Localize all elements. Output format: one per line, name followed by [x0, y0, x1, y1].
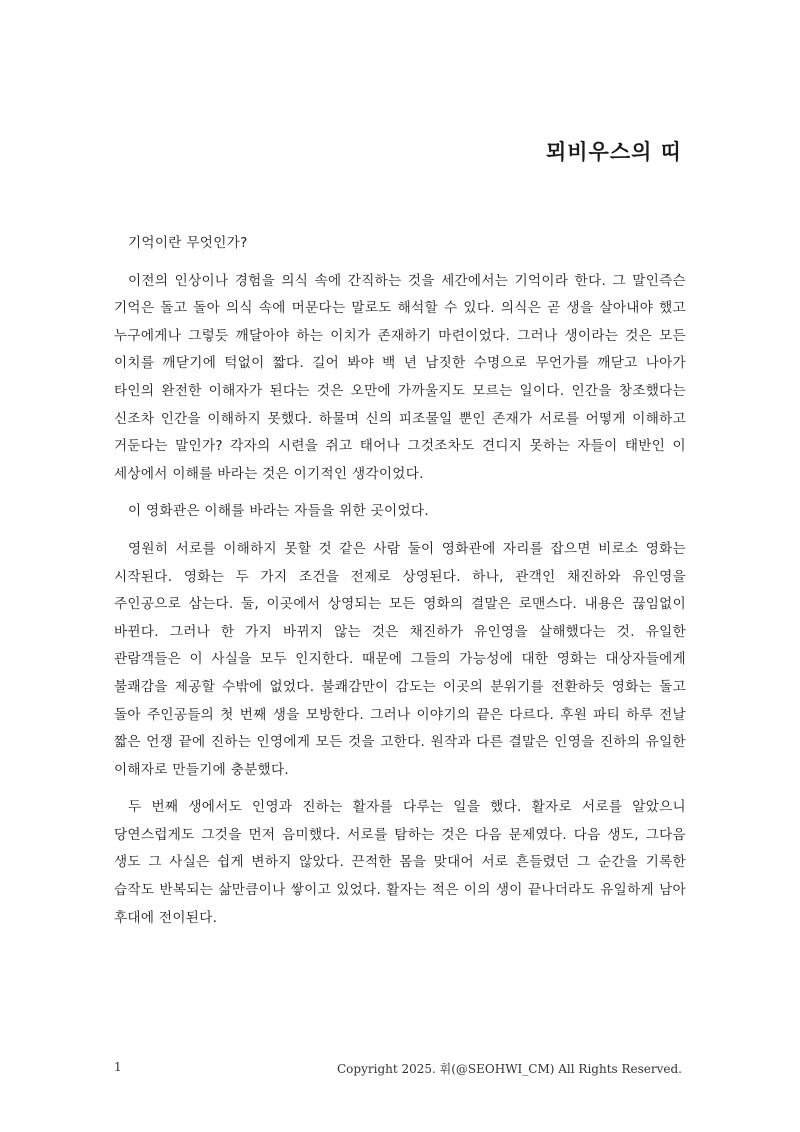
- paragraph: 기억이란 무엇인가?: [128, 235, 248, 251]
- page-title: 뫼비우스의 띠: [545, 140, 682, 164]
- copyright-notice: Copyright 2025. 휘(@SEOHWI_CM) All Rights Reserved.: [337, 1062, 682, 1076]
- paragraph: 두 번째 생에서도 인영과 진하는 활자를 다루는 일을 했다. 활자로 서로를 알았으니 당연스럽게도 그것을 먼저 음미했다. 서로를 탐하는 것은 다음 문제였다. 다음 생도, 그다음 생도 그 사실은 쉽게 변하지 않았다. 끈적한 몸을 맞대어 서로 흔들렸던 그 순간을 기록한 습작도 반복되는 삶만큼이나 쌓이고 있었다. 활자는 적은 이의 생이 끝나더라도 유일하게 남아 후대에 전이된다.: [114, 799, 686, 926]
- paragraph: 영원히 서로를 이해하지 못할 것 같은 사람 둘이 영화관에 자리를 잡으면 비로소 영화는 시작된다. 영화는 두 가지 조건을 전제로 상영된다. 하나, 관객인 채진하와 유인영을 주인공으로 삼는다. 둘, 이곳에서 상영되는 모든 영화의 결말은 로맨스다. 내용은 끊임없이 바뀐다. 그러나 한 가지 바뀌지 않는 것은 채진하가 유인영을 살해했다는 것. 유일한 관람객들은 이 사실을 모두 인지한다. 때문에 그들의 가능성에 대한 영화는 대상자들에게 불쾌감을 제공할 수밖에 없었다. 불쾌감만이 감도는 이곳의 분위기를 전환하듯 영화는 돌고 돌아 주인공들의 첫 번째 생을 모방한다. 그러나 이야기의 끝은 다르다. 후원 파티 하루 전날 짧은 언쟁 끝에 진하는 인영에게 모든 것을 고한다. 원작과 다른 결말은 인영을 진하의 유일한 이해자로 만들기에 충분했다.: [114, 540, 686, 778]
- paragraph: 이 영화관은 이해를 바라는 자들을 위한 곳이었다.: [128, 503, 429, 520]
- page-number: 1: [114, 1060, 122, 1074]
- paragraph: 이전의 인상이나 경험을 의식 속에 간직하는 것을 세간에서는 기억이라 한다. 그 말인즉슨 기억은 돌고 돌아 의식 속에 머문다는 말로도 해석할 수 있다. 의식은 곧 생을 살아내야 했고 누구에게나 그렇듯 깨달아야 하는 이치가 존재하기 마련이었다. 그러나 생이라는 것은 모든 이치를 깨닫기에 턱없이 짧다. 길어 봐야 백 년 남짓한 수명으로 무언가를 깨닫고 나아가 타인의 완전한 이해자가 된다는 것은 오만에 가까울지도 모르는 일이다. 인간을 창조했다는 신조차 인간을 이해하지 못했다. 하물며 신의 피조물일 뿐인 존재가 서로를 어떻게 이해하고 거둔다는 말인가? 각자의 시련을 쥐고 태어나 그것조차도 견디지 못하는 자들이 태반인 이 세상에서 이해를 바라는 것은 이기적인 생각이었다.: [114, 272, 686, 482]
- page-footer: [114, 1060, 682, 1077]
- body-text: [114, 230, 686, 942]
